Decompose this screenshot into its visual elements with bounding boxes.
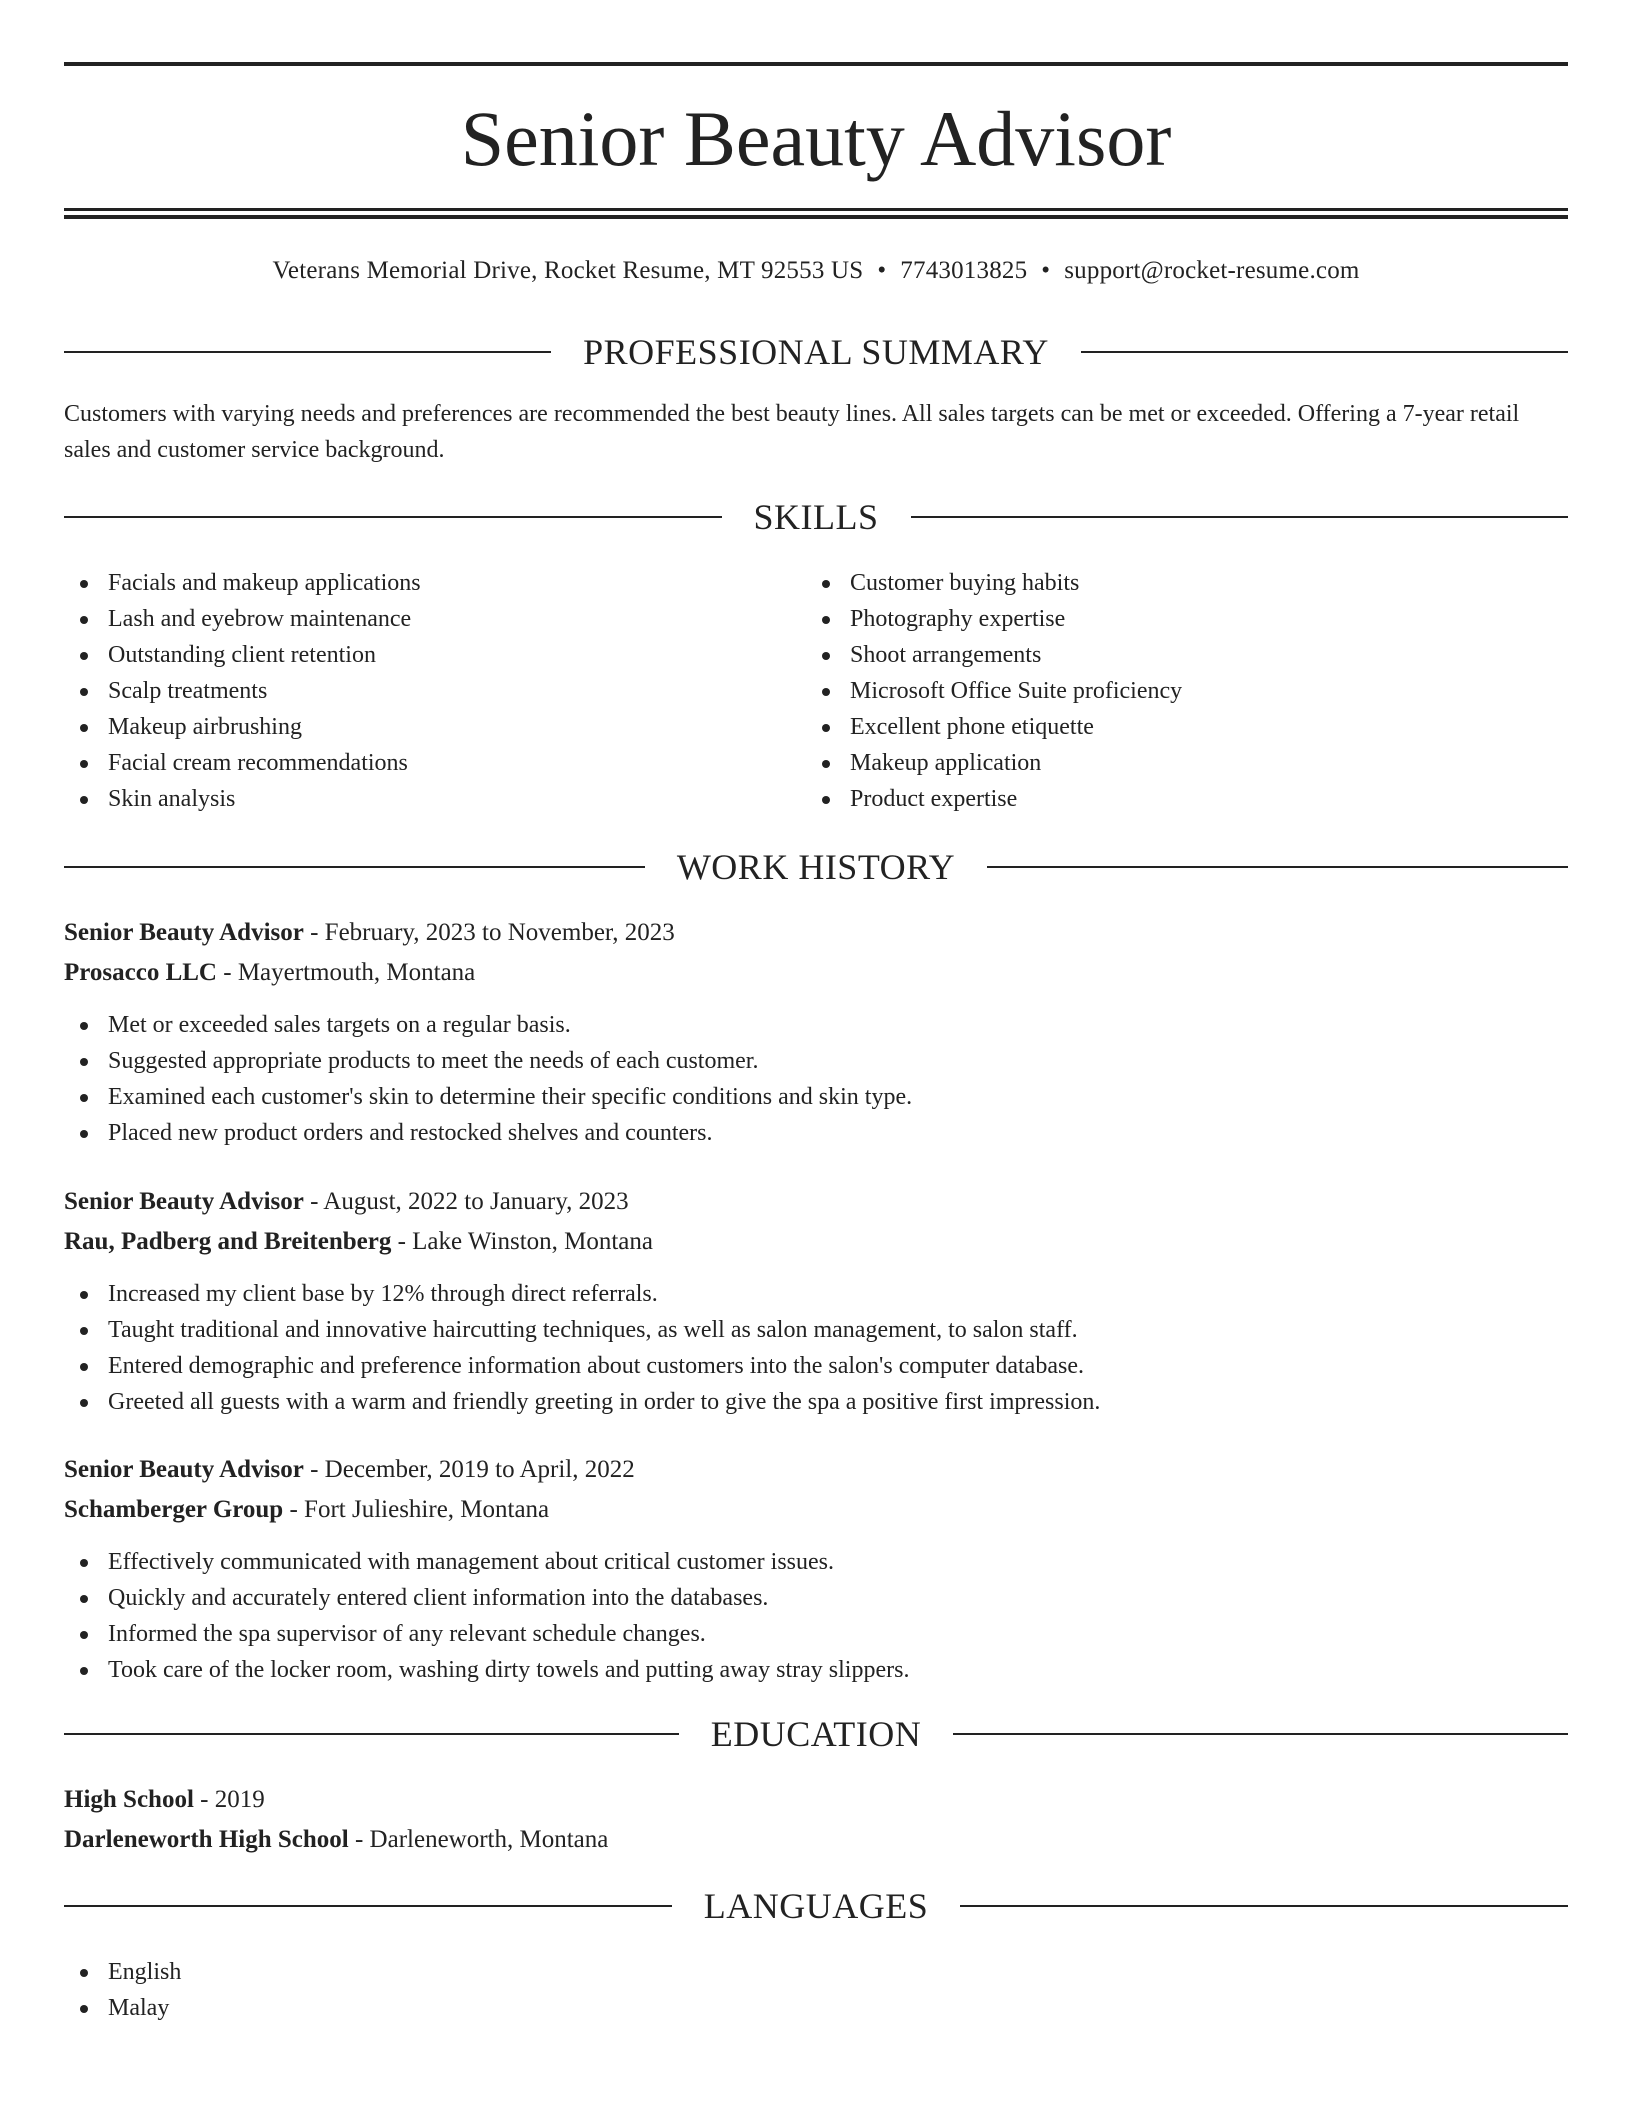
education-school-line bbox=[64, 1820, 1568, 1860]
job-dates: February, 2023 to November, 2023 bbox=[324, 919, 675, 946]
section-rule-right bbox=[911, 516, 1569, 518]
contact-separator: • bbox=[1041, 257, 1051, 284]
skills-list-left bbox=[64, 565, 421, 817]
dash: - bbox=[348, 1826, 370, 1853]
job-bullet: Greeted all guests with a warm and friendly greeting in order to give the spa a positive first impression. bbox=[64, 1384, 1100, 1420]
section-rule-right bbox=[1081, 351, 1568, 353]
title-rule-upper bbox=[64, 208, 1568, 211]
contact-separator: • bbox=[877, 257, 887, 284]
dash: - bbox=[303, 919, 325, 946]
section-rule-left bbox=[64, 1733, 679, 1735]
section-rule-right bbox=[953, 1733, 1568, 1735]
job-location: Lake Winston, Montana bbox=[412, 1228, 654, 1255]
section-rule-right bbox=[987, 866, 1568, 868]
skill-item: Makeup application bbox=[806, 745, 1182, 781]
section-header-education bbox=[64, 1712, 1568, 1756]
skill-item: Facial cream recommendations bbox=[64, 745, 421, 781]
job-dates: December, 2019 to April, 2022 bbox=[324, 1456, 635, 1483]
section-rule-left bbox=[64, 516, 722, 518]
skill-item: Excellent phone etiquette bbox=[806, 709, 1182, 745]
job-title-line bbox=[64, 913, 1568, 953]
contact-email: support@rocket-resume.com bbox=[1064, 257, 1360, 284]
skill-item: Microsoft Office Suite proficiency bbox=[806, 673, 1182, 709]
skill-item: Scalp treatments bbox=[64, 673, 421, 709]
section-title-education: EDUCATION bbox=[710, 1714, 922, 1754]
section-rule-left bbox=[64, 1905, 672, 1907]
dash: - bbox=[193, 1786, 215, 1813]
job-bullet: Taught traditional and innovative haircutting techniques, as well as salon management, to salon staff. bbox=[64, 1312, 1100, 1348]
job-company: Schamberger Group bbox=[64, 1496, 284, 1523]
section-header-work bbox=[64, 845, 1568, 889]
dash: - bbox=[283, 1496, 305, 1523]
contact-line bbox=[64, 254, 1568, 288]
job-bullet: Effectively communicated with management about critical customer issues. bbox=[64, 1544, 909, 1580]
dash: - bbox=[391, 1228, 413, 1255]
job-title-line bbox=[64, 1450, 1568, 1490]
top-rule bbox=[64, 62, 1568, 66]
section-rule-left bbox=[64, 866, 645, 868]
skill-item: Skin analysis bbox=[64, 781, 421, 817]
job-role: Senior Beauty Advisor bbox=[64, 1188, 304, 1215]
skill-item: Customer buying habits bbox=[806, 565, 1182, 601]
job-location: Mayertmouth, Montana bbox=[237, 959, 476, 986]
dash: - bbox=[303, 1188, 324, 1215]
job-company: Rau, Padberg and Breitenberg bbox=[64, 1228, 392, 1255]
job-bullet: Met or exceeded sales targets on a regular basis. bbox=[64, 1007, 912, 1043]
job-bullets bbox=[64, 1007, 912, 1151]
skills-list-right bbox=[806, 565, 1182, 817]
skill-item: Lash and eyebrow maintenance bbox=[64, 601, 421, 637]
job-bullet: Examined each customer's skin to determine their specific conditions and skin type. bbox=[64, 1079, 912, 1115]
section-title-work: WORK HISTORY bbox=[676, 847, 956, 887]
skill-item: Makeup airbrushing bbox=[64, 709, 421, 745]
skill-item: Shoot arrangements bbox=[806, 637, 1182, 673]
language-item: English bbox=[64, 1954, 181, 1990]
skill-item: Photography expertise bbox=[806, 601, 1182, 637]
job-bullet: Entered demographic and preference information about customers into the salon's computer database. bbox=[64, 1348, 1100, 1384]
title-rule-lower bbox=[64, 215, 1568, 219]
job-company: Prosacco LLC bbox=[64, 959, 217, 986]
section-title-languages: LANGUAGES bbox=[703, 1886, 929, 1926]
skill-item: Product expertise bbox=[806, 781, 1182, 817]
skill-item: Facials and makeup applications bbox=[64, 565, 421, 601]
section-header-summary bbox=[64, 330, 1568, 374]
job-company-line bbox=[64, 1490, 1568, 1530]
job-bullets bbox=[64, 1544, 909, 1688]
job-dates: August, 2022 to January, 2023 bbox=[323, 1188, 629, 1215]
job-role: Senior Beauty Advisor bbox=[64, 919, 304, 946]
contact-phone: 7743013825 bbox=[900, 257, 1028, 284]
section-rule-left bbox=[64, 351, 551, 353]
dash: - bbox=[303, 1456, 325, 1483]
education-degree-line bbox=[64, 1780, 1568, 1820]
summary-text: Customers with varying needs and preferences are recommended the best beauty lines. All sales targets can be met or exceeded. Offering a 7-year retail sales and customer service background. bbox=[64, 401, 1520, 463]
job-bullets bbox=[64, 1276, 1100, 1420]
job-company-line bbox=[64, 953, 1568, 993]
education-year: 2019 bbox=[214, 1786, 265, 1813]
job-company-line bbox=[64, 1222, 1568, 1262]
contact-address: Veterans Memorial Drive, Rocket Resume, MT 92553 US bbox=[272, 257, 864, 284]
section-header-languages bbox=[64, 1884, 1568, 1928]
resume-title: Senior Beauty Advisor bbox=[460, 95, 1172, 182]
job-bullet: Increased my client base by 12% through direct referrals. bbox=[64, 1276, 1100, 1312]
job-bullet: Took care of the locker room, washing dirty towels and putting away stray slippers. bbox=[64, 1652, 909, 1688]
skill-item: Outstanding client retention bbox=[64, 637, 421, 673]
education-school: Darleneworth High School bbox=[64, 1826, 349, 1853]
job-title-line bbox=[64, 1182, 1568, 1222]
job-bullet: Quickly and accurately entered client information into the databases. bbox=[64, 1580, 909, 1616]
job-bullet: Placed new product orders and restocked shelves and counters. bbox=[64, 1115, 912, 1151]
section-title-skills: SKILLS bbox=[753, 497, 879, 537]
job-location: Fort Julieshire, Montana bbox=[304, 1496, 550, 1523]
section-rule-right bbox=[960, 1905, 1568, 1907]
language-item: Malay bbox=[64, 1990, 181, 2026]
education-degree: High School bbox=[64, 1786, 194, 1813]
languages-list bbox=[64, 1954, 181, 2026]
education-location: Darleneworth, Montana bbox=[369, 1826, 609, 1853]
section-title-summary: PROFESSIONAL SUMMARY bbox=[583, 332, 1049, 372]
job-bullet: Suggested appropriate products to meet the needs of each customer. bbox=[64, 1043, 912, 1079]
dash: - bbox=[217, 959, 238, 986]
section-header-skills bbox=[64, 495, 1568, 539]
job-bullet: Informed the spa supervisor of any relevant schedule changes. bbox=[64, 1616, 909, 1652]
job-role: Senior Beauty Advisor bbox=[64, 1456, 304, 1483]
